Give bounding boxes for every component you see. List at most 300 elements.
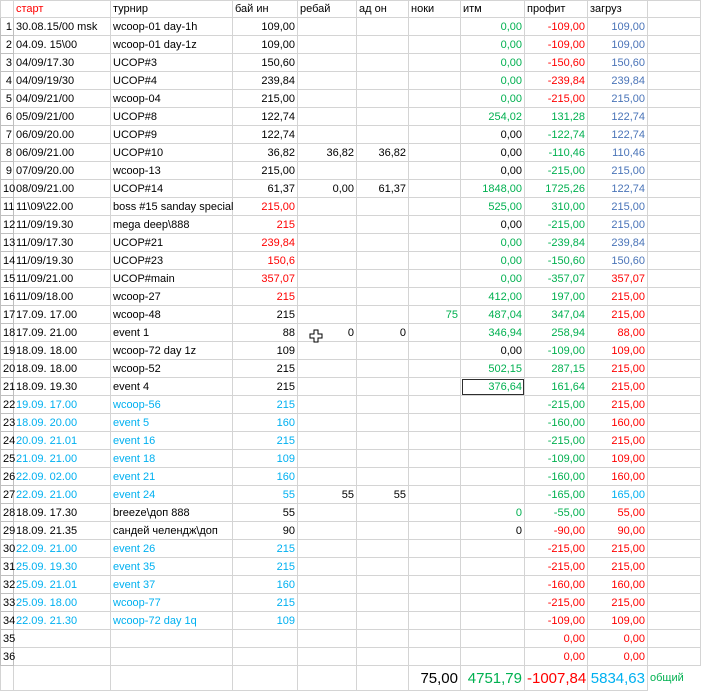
row-number[interactable]: 7 [1,126,14,144]
table-cell[interactable]: 122,74 [233,108,298,126]
table-cell[interactable] [357,630,409,648]
table-cell[interactable] [298,648,357,666]
row-number-corner[interactable] [1,1,14,18]
table-cell[interactable]: 150,6 [233,252,298,270]
table-cell[interactable]: 19.09. 17.00 [14,396,111,414]
table-cell[interactable]: 0 [461,522,525,540]
row-number[interactable]: 10 [1,180,14,198]
table-cell[interactable] [298,396,357,414]
cell-blank[interactable] [648,558,701,576]
table-cell[interactable] [357,234,409,252]
row-number[interactable]: 12 [1,216,14,234]
table-cell[interactable]: 18.09. 18.00 [14,342,111,360]
table-cell[interactable] [357,36,409,54]
table-cell[interactable]: 36,82 [298,144,357,162]
table-cell[interactable]: 215 [233,360,298,378]
table-cell[interactable] [298,288,357,306]
table-cell[interactable]: 215,00 [233,162,298,180]
table-cell[interactable]: -109,00 [525,612,588,630]
table-cell[interactable]: 18.09. 18.00 [14,360,111,378]
row-number[interactable]: 28 [1,504,14,522]
table-cell[interactable] [357,198,409,216]
row-number[interactable]: 19 [1,342,14,360]
table-cell[interactable] [461,432,525,450]
table-cell[interactable]: 215,00 [233,90,298,108]
row-number[interactable]: 34 [1,612,14,630]
table-cell[interactable]: 150,60 [233,54,298,72]
table-cell[interactable]: 215,00 [588,360,648,378]
table-cell[interactable] [298,234,357,252]
table-cell[interactable] [409,108,461,126]
table-cell[interactable]: event 37 [111,576,233,594]
column-header-cell[interactable]: старт [14,1,111,18]
table-cell[interactable]: wcoop-48 [111,306,233,324]
table-cell[interactable] [461,468,525,486]
table-cell[interactable] [409,468,461,486]
table-cell[interactable] [357,72,409,90]
table-cell[interactable]: 215,00 [588,216,648,234]
row-number[interactable]: 26 [1,468,14,486]
table-cell[interactable] [298,540,357,558]
table-cell[interactable] [298,36,357,54]
table-cell[interactable] [298,18,357,36]
table-cell[interactable]: 254,02 [461,108,525,126]
table-cell[interactable]: 0 [357,324,409,342]
table-cell[interactable] [298,72,357,90]
table-cell[interactable]: 215 [233,378,298,396]
table-cell[interactable]: 376,64 [461,378,525,396]
table-cell[interactable] [298,54,357,72]
table-cell[interactable]: 0,00 [461,252,525,270]
cell-blank[interactable] [648,108,701,126]
cell-blank[interactable] [648,54,701,72]
table-cell[interactable]: 109,00 [588,18,648,36]
table-cell[interactable] [409,504,461,522]
table-cell[interactable] [357,648,409,666]
table-cell[interactable] [409,234,461,252]
table-cell[interactable]: wcoop-01 day-1z [111,36,233,54]
row-number[interactable]: 30 [1,540,14,558]
table-cell[interactable] [298,126,357,144]
table-cell[interactable]: 215 [233,288,298,306]
table-cell[interactable] [409,288,461,306]
table-cell[interactable]: -239,84 [525,234,588,252]
table-cell[interactable]: 525,00 [461,198,525,216]
table-cell[interactable]: 357,07 [588,270,648,288]
table-cell[interactable]: -55,00 [525,504,588,522]
table-cell[interactable]: 11\09\22.00 [14,198,111,216]
table-cell[interactable] [298,630,357,648]
cell-blank[interactable] [648,342,701,360]
row-number[interactable]: 13 [1,234,14,252]
table-cell[interactable]: UCOP#10 [111,144,233,162]
table-cell[interactable]: 0,00 [461,72,525,90]
table-cell[interactable]: 122,74 [588,180,648,198]
table-cell[interactable] [298,216,357,234]
table-cell[interactable]: event 26 [111,540,233,558]
table-cell[interactable]: 0 [298,324,357,342]
table-cell[interactable]: 61,37 [357,180,409,198]
table-cell[interactable]: 1725,26 [525,180,588,198]
table-cell[interactable]: UCOP#21 [111,234,233,252]
total-cell[interactable]: -1007,84 [525,666,588,691]
table-cell[interactable] [233,630,298,648]
table-cell[interactable]: wcoop-72 day 1q [111,612,233,630]
table-cell[interactable] [409,378,461,396]
table-cell[interactable]: 160,00 [588,576,648,594]
table-cell[interactable]: event 35 [111,558,233,576]
table-cell[interactable]: UCOP#14 [111,180,233,198]
table-cell[interactable] [409,216,461,234]
table-cell[interactable] [357,288,409,306]
table-cell[interactable]: 0,00 [525,648,588,666]
table-cell[interactable] [409,180,461,198]
cell-blank[interactable] [648,378,701,396]
table-cell[interactable] [357,306,409,324]
table-cell[interactable]: -109,00 [525,342,588,360]
cell-blank[interactable] [648,630,701,648]
table-cell[interactable]: 160,00 [588,468,648,486]
table-cell[interactable]: 239,84 [588,234,648,252]
column-header-cell[interactable]: профит [525,1,588,18]
table-cell[interactable]: 11/09/18.00 [14,288,111,306]
table-cell[interactable]: 109,00 [233,18,298,36]
table-cell[interactable] [409,486,461,504]
total-cell[interactable] [14,666,111,691]
table-cell[interactable]: 160 [233,576,298,594]
table-cell[interactable]: 04/09/17.30 [14,54,111,72]
table-cell[interactable]: wcoop-77 [111,594,233,612]
table-cell[interactable]: 215,00 [588,288,648,306]
table-cell[interactable] [409,414,461,432]
row-number[interactable] [1,666,14,691]
table-cell[interactable] [409,18,461,36]
cell-blank[interactable] [648,324,701,342]
table-cell[interactable]: 0,00 [461,162,525,180]
cell-blank[interactable] [648,594,701,612]
row-number[interactable]: 33 [1,594,14,612]
cell-blank[interactable] [648,144,701,162]
table-cell[interactable]: 131,28 [525,108,588,126]
cell-blank[interactable] [648,18,701,36]
table-cell[interactable]: 122,74 [233,126,298,144]
table-cell[interactable] [298,270,357,288]
table-cell[interactable]: 310,00 [525,198,588,216]
table-cell[interactable] [298,162,357,180]
table-cell[interactable]: -110,46 [525,144,588,162]
table-cell[interactable]: 22.09. 21.30 [14,612,111,630]
table-cell[interactable]: 11/09/17.30 [14,234,111,252]
cell-blank[interactable] [648,162,701,180]
table-cell[interactable]: 0,00 [461,144,525,162]
table-cell[interactable] [357,90,409,108]
table-cell[interactable]: 22.09. 02.00 [14,468,111,486]
table-cell[interactable]: 215,00 [588,162,648,180]
table-cell[interactable] [409,576,461,594]
column-header-cell[interactable]: загруз [588,1,648,18]
table-cell[interactable] [298,576,357,594]
table-cell[interactable] [409,72,461,90]
table-cell[interactable]: 11/09/19.30 [14,252,111,270]
total-cell[interactable]: 4751,79 [461,666,525,691]
table-cell[interactable] [409,432,461,450]
table-cell[interactable]: 0,00 [461,216,525,234]
row-number[interactable]: 35 [1,630,14,648]
table-cell[interactable]: -122,74 [525,126,588,144]
table-cell[interactable] [461,450,525,468]
table-cell[interactable] [298,414,357,432]
table-cell[interactable] [14,648,111,666]
table-cell[interactable] [233,648,298,666]
table-cell[interactable] [409,630,461,648]
table-cell[interactable] [461,630,525,648]
row-number[interactable]: 32 [1,576,14,594]
table-cell[interactable] [409,252,461,270]
table-cell[interactable]: 0 [461,504,525,522]
table-cell[interactable]: 357,07 [233,270,298,288]
row-number[interactable]: 14 [1,252,14,270]
table-cell[interactable]: -215,00 [525,216,588,234]
table-cell[interactable]: 0,00 [588,648,648,666]
cell-blank[interactable] [648,234,701,252]
table-cell[interactable]: 215 [233,540,298,558]
table-cell[interactable] [409,522,461,540]
table-cell[interactable]: 215,00 [588,198,648,216]
table-cell[interactable] [298,522,357,540]
table-cell[interactable]: -109,00 [525,18,588,36]
table-cell[interactable]: 109,00 [588,342,648,360]
table-cell[interactable]: event 21 [111,468,233,486]
column-header-cell[interactable]: ноки [409,1,461,18]
cell-blank[interactable] [648,612,701,630]
table-cell[interactable] [357,378,409,396]
cell-blank[interactable] [648,360,701,378]
table-cell[interactable]: 215,00 [588,306,648,324]
table-cell[interactable] [409,36,461,54]
table-cell[interactable] [357,414,409,432]
cell-blank[interactable] [648,576,701,594]
table-cell[interactable] [357,468,409,486]
row-number[interactable]: 29 [1,522,14,540]
table-cell[interactable]: 258,94 [525,324,588,342]
row-number[interactable]: 3 [1,54,14,72]
table-cell[interactable]: 21.09. 21.00 [14,450,111,468]
row-number[interactable]: 4 [1,72,14,90]
table-cell[interactable]: boss #15 sanday special [111,198,233,216]
table-cell[interactable]: 18.09. 17.30 [14,504,111,522]
table-cell[interactable] [357,576,409,594]
table-cell[interactable]: UCOP#main [111,270,233,288]
table-cell[interactable] [409,450,461,468]
table-cell[interactable]: 110,46 [588,144,648,162]
table-cell[interactable] [111,630,233,648]
table-cell[interactable]: 0,00 [461,126,525,144]
table-cell[interactable]: 17.09. 17.00 [14,306,111,324]
table-cell[interactable]: 215,00 [588,378,648,396]
table-cell[interactable]: 61,37 [233,180,298,198]
table-cell[interactable] [298,306,357,324]
table-cell[interactable]: 215,00 [588,432,648,450]
row-number[interactable]: 6 [1,108,14,126]
table-cell[interactable]: -239,84 [525,72,588,90]
table-cell[interactable]: 109,00 [233,36,298,54]
table-cell[interactable] [357,450,409,468]
table-cell[interactable] [357,504,409,522]
table-cell[interactable]: 0,00 [588,630,648,648]
table-cell[interactable]: 287,15 [525,360,588,378]
table-cell[interactable]: 06/09/20.00 [14,126,111,144]
table-cell[interactable]: 109 [233,342,298,360]
table-cell[interactable]: 346,94 [461,324,525,342]
table-cell[interactable]: 487,04 [461,306,525,324]
table-cell[interactable] [111,648,233,666]
table-cell[interactable]: 215,00 [588,594,648,612]
table-cell[interactable] [461,594,525,612]
table-cell[interactable]: 239,84 [233,234,298,252]
cell-blank[interactable] [648,396,701,414]
table-cell[interactable] [298,432,357,450]
row-number[interactable]: 27 [1,486,14,504]
table-cell[interactable]: -215,00 [525,396,588,414]
table-cell[interactable] [409,54,461,72]
table-cell[interactable] [461,540,525,558]
table-cell[interactable]: 1848,00 [461,180,525,198]
table-cell[interactable]: 07/09/20.00 [14,162,111,180]
table-cell[interactable]: 0,00 [461,36,525,54]
table-cell[interactable]: event 24 [111,486,233,504]
table-cell[interactable]: 0,00 [461,270,525,288]
table-cell[interactable]: 04.09. 15\00 [14,36,111,54]
table-cell[interactable] [298,252,357,270]
row-number[interactable]: 25 [1,450,14,468]
table-cell[interactable]: 215,00 [588,558,648,576]
table-cell[interactable]: event 18 [111,450,233,468]
table-cell[interactable] [298,198,357,216]
table-cell[interactable]: 55 [233,486,298,504]
table-cell[interactable]: 160,00 [588,414,648,432]
row-number[interactable]: 31 [1,558,14,576]
table-cell[interactable] [409,198,461,216]
table-cell[interactable]: 88 [233,324,298,342]
table-cell[interactable]: 55 [233,504,298,522]
table-cell[interactable] [357,252,409,270]
table-cell[interactable]: 215 [233,306,298,324]
table-cell[interactable] [357,360,409,378]
table-cell[interactable]: 22.09. 21.00 [14,540,111,558]
table-cell[interactable] [357,162,409,180]
column-header-cell[interactable]: ребай [298,1,357,18]
table-cell[interactable]: 215 [233,396,298,414]
table-cell[interactable] [298,360,357,378]
cell-blank[interactable] [648,450,701,468]
cell-blank[interactable] [648,504,701,522]
cell-blank[interactable] [648,270,701,288]
table-cell[interactable] [298,594,357,612]
table-cell[interactable]: 55 [357,486,409,504]
table-cell[interactable]: wcoop-27 [111,288,233,306]
table-cell[interactable]: 36,82 [357,144,409,162]
table-cell[interactable] [357,594,409,612]
table-cell[interactable]: 11/09/19.30 [14,216,111,234]
table-cell[interactable] [298,378,357,396]
table-cell[interactable] [357,522,409,540]
total-cell[interactable]: 75,00 [409,666,461,691]
table-cell[interactable]: 08/09/21.00 [14,180,111,198]
table-cell[interactable] [357,612,409,630]
table-cell[interactable] [298,450,357,468]
table-cell[interactable]: 109,00 [588,612,648,630]
table-cell[interactable]: -215,00 [525,558,588,576]
table-cell[interactable]: 0,00 [461,18,525,36]
table-cell[interactable]: -90,00 [525,522,588,540]
table-cell[interactable]: 215,00 [233,198,298,216]
table-cell[interactable]: 502,15 [461,360,525,378]
row-number[interactable]: 23 [1,414,14,432]
table-cell[interactable]: 150,60 [588,252,648,270]
table-cell[interactable]: 0,00 [461,234,525,252]
table-cell[interactable]: 150,60 [588,54,648,72]
table-cell[interactable]: 239,84 [588,72,648,90]
table-cell[interactable] [357,108,409,126]
table-cell[interactable]: 215 [233,216,298,234]
row-number[interactable]: 18 [1,324,14,342]
table-cell[interactable]: 30.08.15/00 msk [14,18,111,36]
table-cell[interactable]: 36,82 [233,144,298,162]
table-cell[interactable]: 109 [233,612,298,630]
table-cell[interactable]: 0,00 [298,180,357,198]
row-number[interactable]: 21 [1,378,14,396]
table-cell[interactable]: mega deep\888 [111,216,233,234]
table-cell[interactable]: 0,00 [461,342,525,360]
table-cell[interactable]: 55,00 [588,504,648,522]
table-cell[interactable] [409,126,461,144]
table-cell[interactable]: 215,00 [588,90,648,108]
table-cell[interactable]: wcoop-72 day 1z [111,342,233,360]
total-cell[interactable] [111,666,233,691]
table-cell[interactable]: 109,00 [588,450,648,468]
table-cell[interactable]: 25.09. 18.00 [14,594,111,612]
table-cell[interactable] [357,432,409,450]
table-cell[interactable]: 161,64 [525,378,588,396]
table-cell[interactable]: wcoop-13 [111,162,233,180]
table-cell[interactable]: 75 [409,306,461,324]
table-cell[interactable] [461,558,525,576]
table-cell[interactable] [298,558,357,576]
table-cell[interactable]: -215,00 [525,540,588,558]
table-cell[interactable]: 347,04 [525,306,588,324]
cell-blank[interactable] [648,306,701,324]
table-cell[interactable]: -215,00 [525,162,588,180]
table-cell[interactable]: 06/09/21.00 [14,144,111,162]
table-cell[interactable]: -160,00 [525,576,588,594]
table-cell[interactable]: 11/09/21.00 [14,270,111,288]
table-cell[interactable]: 215 [233,432,298,450]
cell-blank[interactable] [648,36,701,54]
table-cell[interactable] [14,630,111,648]
table-cell[interactable]: 0,00 [461,54,525,72]
table-cell[interactable] [357,54,409,72]
table-cell[interactable] [409,396,461,414]
table-cell[interactable]: -215,00 [525,594,588,612]
table-cell[interactable]: -150,60 [525,252,588,270]
table-cell[interactable]: event 1 [111,324,233,342]
table-cell[interactable] [409,360,461,378]
column-header-cell[interactable]: турнир [111,1,233,18]
cell-blank[interactable] [648,540,701,558]
table-cell[interactable] [461,396,525,414]
table-cell[interactable] [298,612,357,630]
table-cell[interactable]: 18.09. 19.30 [14,378,111,396]
